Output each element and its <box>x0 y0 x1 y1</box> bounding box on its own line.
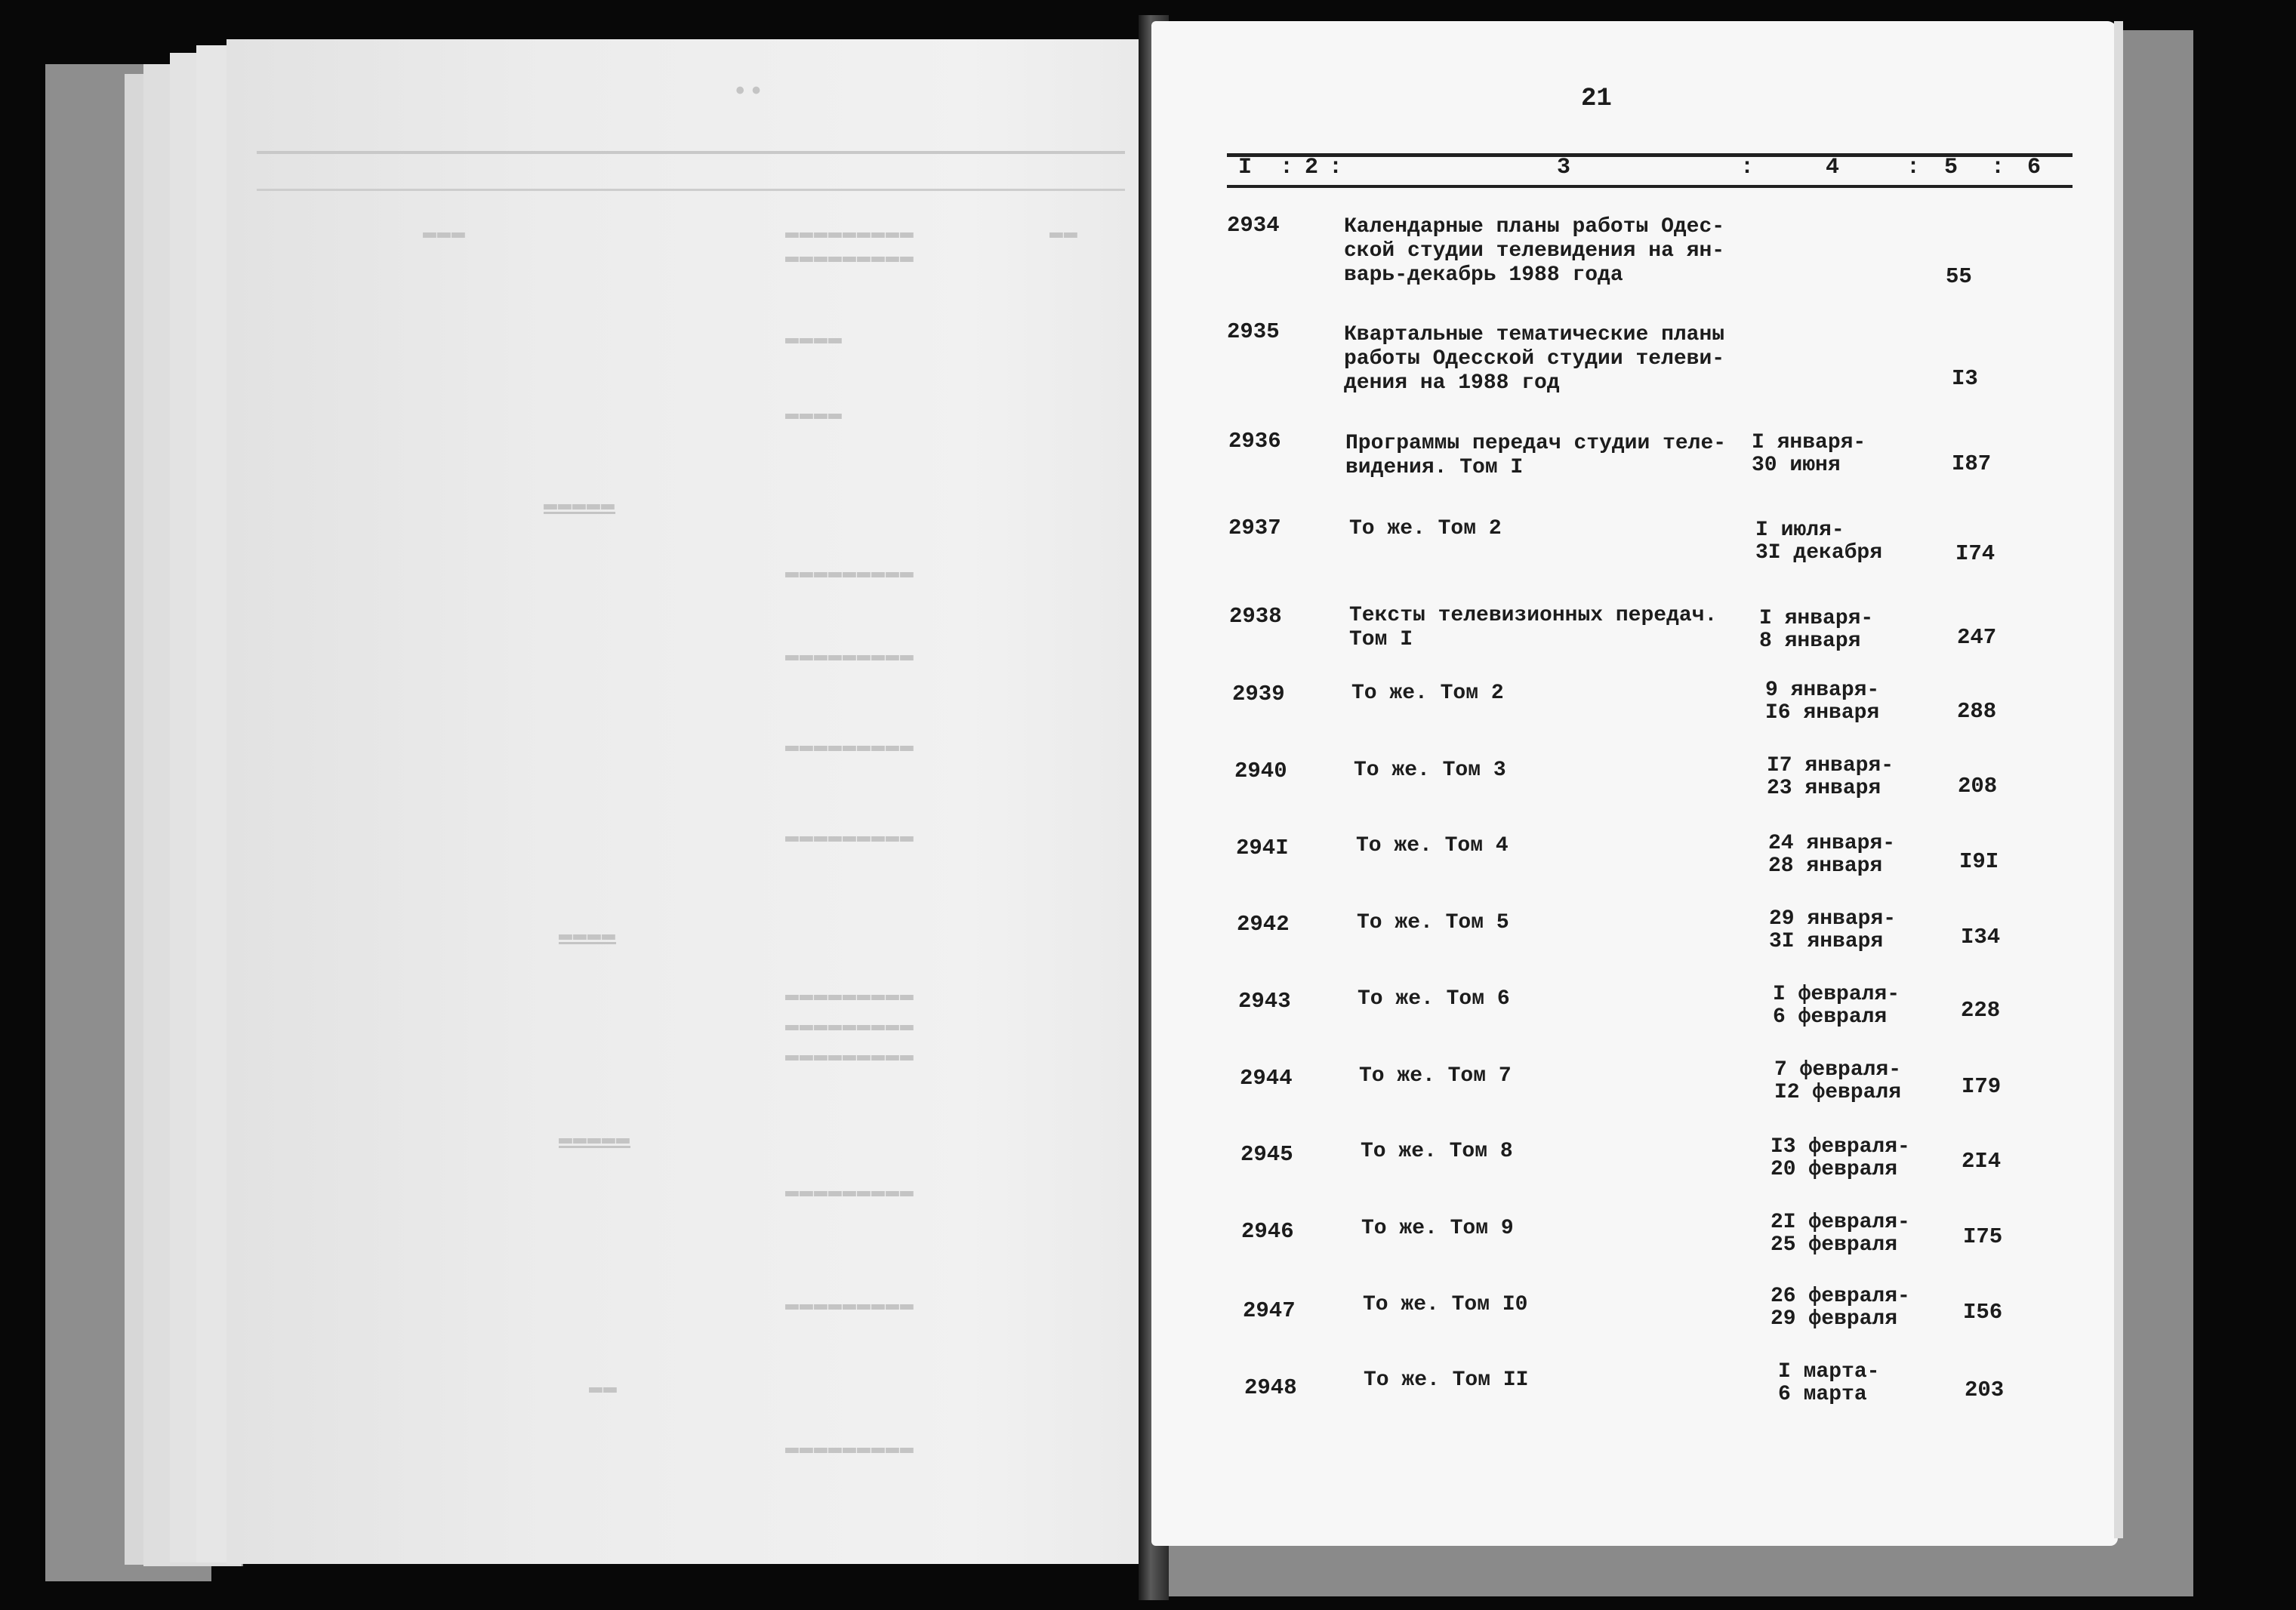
faded-heading: ▬▬▬▬▬ <box>559 1126 631 1152</box>
col-separator: : <box>1329 155 1343 180</box>
row-count: 2I4 <box>1962 1149 2002 1174</box>
faded-text: ▬▬▬▬▬▬▬▬▬ <box>785 983 915 1008</box>
row-count: I79 <box>1962 1074 2002 1099</box>
row-description: То же. Том 6 <box>1358 987 1510 1011</box>
faded-heading: ▬▬▬▬▬ <box>544 492 616 518</box>
page-number: 21 <box>1581 85 1612 113</box>
faded-text: ▬▬▬▬▬▬▬▬▬ <box>785 560 915 586</box>
row-description: Календарные планы работы Одес- ской студии телевидения на ян- варь-декабрь 1988 года <box>1344 215 1725 287</box>
row-description: То же. Том 9 <box>1361 1217 1514 1240</box>
row-dates: I марта- 6 марта <box>1778 1360 1880 1406</box>
row-dates: I7 января- 23 января <box>1767 754 1894 800</box>
row-description: Тексты телевизионных передач. Том I <box>1349 604 1718 651</box>
row-number: 2948 <box>1244 1375 1297 1400</box>
row-count: I3 <box>1952 366 1978 391</box>
row-dates: 29 января- 3I января <box>1769 907 1897 953</box>
row-description: То же. Том II <box>1364 1368 1529 1392</box>
col-separator: : <box>1991 155 2005 180</box>
faded-text: ▬▬▬▬▬▬▬▬▬ <box>785 220 915 246</box>
row-count: 247 <box>1957 625 1997 650</box>
col-header-6: 6 <box>2027 155 2042 180</box>
row-count: 228 <box>1961 998 2001 1023</box>
row-number: 2936 <box>1228 429 1281 454</box>
row-number: 2939 <box>1232 682 1285 706</box>
row-count: I9I <box>1959 849 1999 874</box>
row-number: 2944 <box>1240 1066 1293 1091</box>
row-dates: I февраля- 6 февраля <box>1773 983 1900 1029</box>
faded-text: ▬▬▬▬▬▬▬▬▬ <box>785 824 915 850</box>
row-number: 294I <box>1236 836 1289 860</box>
row-description: То же. Том 8 <box>1361 1140 1513 1163</box>
faded-text: ▬▬▬▬▬▬▬▬▬ <box>785 1436 915 1461</box>
faded-heading: ▬▬▬▬ <box>559 922 617 948</box>
row-number: 2945 <box>1240 1142 1293 1167</box>
row-description: То же. Том 7 <box>1359 1064 1512 1088</box>
row-dates: 7 февраля- I2 февраля <box>1774 1058 1902 1104</box>
row-count: I74 <box>1955 541 1996 566</box>
row-dates: I января- 30 июня <box>1752 431 1866 477</box>
row-dates: 26 февраля- 29 февраля <box>1771 1285 1910 1331</box>
col-header-2: 2 <box>1305 155 1319 180</box>
row-count: 203 <box>1965 1378 2005 1402</box>
row-description: Программы передач студии теле- видения. Том I <box>1345 432 1727 479</box>
row-description: То же. Том 3 <box>1354 759 1506 782</box>
faded-text: ▬▬▬▬ <box>785 326 843 352</box>
row-number: 2934 <box>1227 213 1280 238</box>
row-description: То же. Том 4 <box>1356 834 1509 857</box>
row-count: 55 <box>1946 264 1972 289</box>
faded-text: ▬▬ <box>1049 220 1079 246</box>
row-description: То же. Том 2 <box>1351 682 1504 705</box>
row-count: I56 <box>1963 1300 2003 1325</box>
header-rule-bottom <box>1227 185 2073 188</box>
row-number: 2935 <box>1227 319 1280 344</box>
row-count: I87 <box>1952 451 1992 476</box>
faded-text: ▬▬▬▬▬▬▬▬▬ <box>785 1292 915 1318</box>
row-dates: 24 января- 28 января <box>1768 832 1896 878</box>
row-dates: I июля- 3I декабря <box>1755 519 1883 565</box>
faded-text: ▬▬▬▬▬▬▬▬▬ <box>785 245 915 270</box>
faded-rule <box>257 189 1125 191</box>
page-edge <box>2114 21 2123 1538</box>
col-header-1: I <box>1238 155 1253 180</box>
faded-text: ▬▬▬▬▬▬▬▬▬ <box>785 1013 915 1039</box>
row-count: 208 <box>1958 774 1998 799</box>
row-dates: I3 февраля- 20 февраля <box>1771 1135 1910 1181</box>
row-description: То же. Том 5 <box>1357 911 1509 934</box>
col-separator: : <box>1906 155 1921 180</box>
row-dates: 2I февраля- 25 февраля <box>1771 1211 1910 1257</box>
row-count: I34 <box>1961 925 2001 950</box>
row-description: То же. Том 2 <box>1349 517 1502 540</box>
col-separator: : <box>1280 155 1294 180</box>
row-count: I75 <box>1963 1224 2003 1249</box>
row-number: 2937 <box>1228 516 1281 540</box>
row-count: 288 <box>1957 699 1997 724</box>
faded-text: ▬▬▬▬▬▬▬▬▬ <box>785 1179 915 1205</box>
col-separator: : <box>1740 155 1755 180</box>
left-page <box>227 39 1157 1564</box>
faded-text: ▬▬▬▬ <box>785 402 843 427</box>
row-number: 2940 <box>1234 759 1287 783</box>
row-number: 2938 <box>1229 604 1282 629</box>
col-header-4: 4 <box>1826 155 1840 180</box>
row-description: То же. Том I0 <box>1363 1293 1528 1316</box>
row-number: 2947 <box>1243 1298 1296 1323</box>
faded-heading: ▬▬ <box>589 1375 618 1401</box>
row-description: Квартальные тематические планы работы Одесской студии телеви- дения на 1988 год <box>1344 323 1725 395</box>
faded-page-number: •• <box>732 78 765 107</box>
faded-rule <box>257 151 1125 154</box>
col-header-3: 3 <box>1557 155 1571 180</box>
row-number: 2943 <box>1238 989 1291 1014</box>
row-number: 2946 <box>1241 1219 1294 1244</box>
faded-text: ▬▬▬▬▬▬▬▬▬ <box>785 643 915 669</box>
row-number: 2942 <box>1237 912 1290 937</box>
row-dates: I января- 8 января <box>1759 607 1874 653</box>
row-dates: 9 января- I6 января <box>1765 679 1880 725</box>
faded-text: ▬▬▬▬▬▬▬▬▬ <box>785 1043 915 1069</box>
faded-text: ▬▬▬ <box>423 220 467 246</box>
col-header-5: 5 <box>1944 155 1959 180</box>
faded-text: ▬▬▬▬▬▬▬▬▬ <box>785 734 915 759</box>
